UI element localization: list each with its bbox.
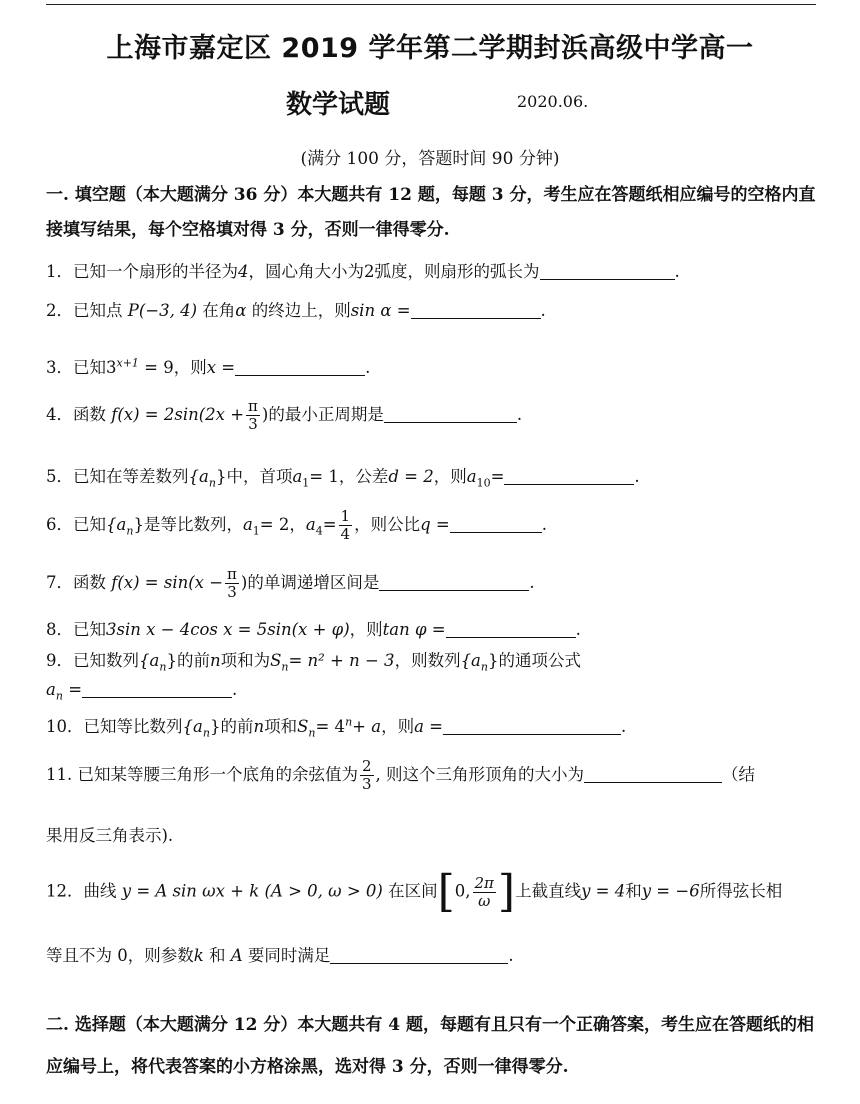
fraction: $\frac{\pi}{3}$ xyxy=(227,565,237,601)
question-11-line2: 果用反三角表示). xyxy=(46,826,174,845)
question-6: 6．已知$\{a_n\}$是等比数列，$a_1= 2$，$a_4=$ $\frac{1}{4}$ ，则公比q = . xyxy=(46,507,547,543)
question-4: 4．函数 f(x) = 2sin(2x + $\frac{\pi}{3}$ )的最小正周期是 . xyxy=(46,397,523,433)
top-rule xyxy=(46,4,816,5)
answer-blank-4[interactable] xyxy=(384,406,517,423)
score-time-note: (满分 100 分，答题时间 90 分钟) xyxy=(300,149,560,169)
fraction: $\frac{2\pi}{\omega}$ xyxy=(474,873,494,910)
section-2-heading: 二. 选择题（本大题满分 12 分）本大题共有 4 题，每题有且只有一个正确答案，考生应在答题纸的相应编号上，将代表答案的小方格涂黑，选对得 3 分，否则一律得零分. xyxy=(46,1015,814,1077)
question-10: 10．已知等比数列$\{a_n\}$的前n项和$S_n= 4^n+ a$，则a = . xyxy=(46,715,627,740)
answer-blank-2[interactable] xyxy=(411,302,541,319)
question-5: 5．已知在等差数列$\{a_n\}$中，首项$a_1= 1$，公差d = 2，则$a_{10}=$ . xyxy=(46,467,640,490)
question-9: 9．已知数列$\{a_n\}$的前n项和为$S_n= n^2 + n - 3$，则数列$\{a_n\}$的通项公式 xyxy=(46,651,581,674)
exam-subtitle: 数学试题 xyxy=(286,90,391,120)
question-12-line2: 等且不为 0，则参数k 和 A 要同时满足 . xyxy=(46,946,514,965)
question-1: 1．已知一个扇形的半径为4，圆心角大小为2弧度，则扇形的弧长为 . xyxy=(46,262,680,281)
exam-date: 2020.06. xyxy=(517,92,589,111)
fraction: $\frac{1}{4}$ xyxy=(340,507,351,543)
answer-blank-10[interactable] xyxy=(443,718,621,735)
exam-title: 上海市嘉定区 2019 学年第二学期封浜高级中学高一 xyxy=(106,33,754,64)
question-2: 2．已知点 P(−3, 4) 在角α 的终边上，则sin α = . xyxy=(46,301,546,320)
fraction: $\frac{2}{3}$ xyxy=(362,757,372,793)
question-3: 3．已知$3^{x+1} = 9$，则x = . xyxy=(46,356,371,377)
answer-blank-9[interactable] xyxy=(82,681,232,698)
answer-blank-3[interactable] xyxy=(235,359,365,376)
answer-blank-11[interactable] xyxy=(584,766,722,783)
fraction: $\frac{\pi}{3}$ xyxy=(248,397,258,433)
question-7: 7．函数 f(x) = sin(x − $\frac{\pi}{3}$ )的单调递增区间是 . xyxy=(46,565,535,601)
question-9-answer-line: $a_n$ = . xyxy=(46,680,238,703)
answer-blank-12[interactable] xyxy=(330,947,508,964)
question-8: 8．已知3sin x − 4cos x = 5sin(x + φ)，则tan φ = . xyxy=(46,620,581,639)
section-1-heading: 一. 填空题（本大题满分 36 分）本大题共有 12 题，每题 3 分，考生应在答题纸相应编号的空格内直接填写结果，每个空格填对得 3 分，否则一律得零分. xyxy=(46,185,816,240)
question-12: 12．曲线 y = A sin ωx + k (A > 0, ω > 0) 在区间[0, $\frac{2\pi}{\omega}$ ]上截直线y = 4和y = −6所得弦长相 xyxy=(46,866,783,917)
answer-blank-5[interactable] xyxy=(504,468,634,485)
question-11: 11. 已知某等腰三角形一个底角的余弦值为 $\frac{2}{3}$ , 则这个三角形顶角的大小为 （结 xyxy=(46,757,756,793)
answer-blank-1[interactable] xyxy=(540,263,675,280)
answer-blank-7[interactable] xyxy=(379,574,529,591)
answer-blank-8[interactable] xyxy=(446,621,576,638)
answer-blank-6[interactable] xyxy=(450,516,542,533)
